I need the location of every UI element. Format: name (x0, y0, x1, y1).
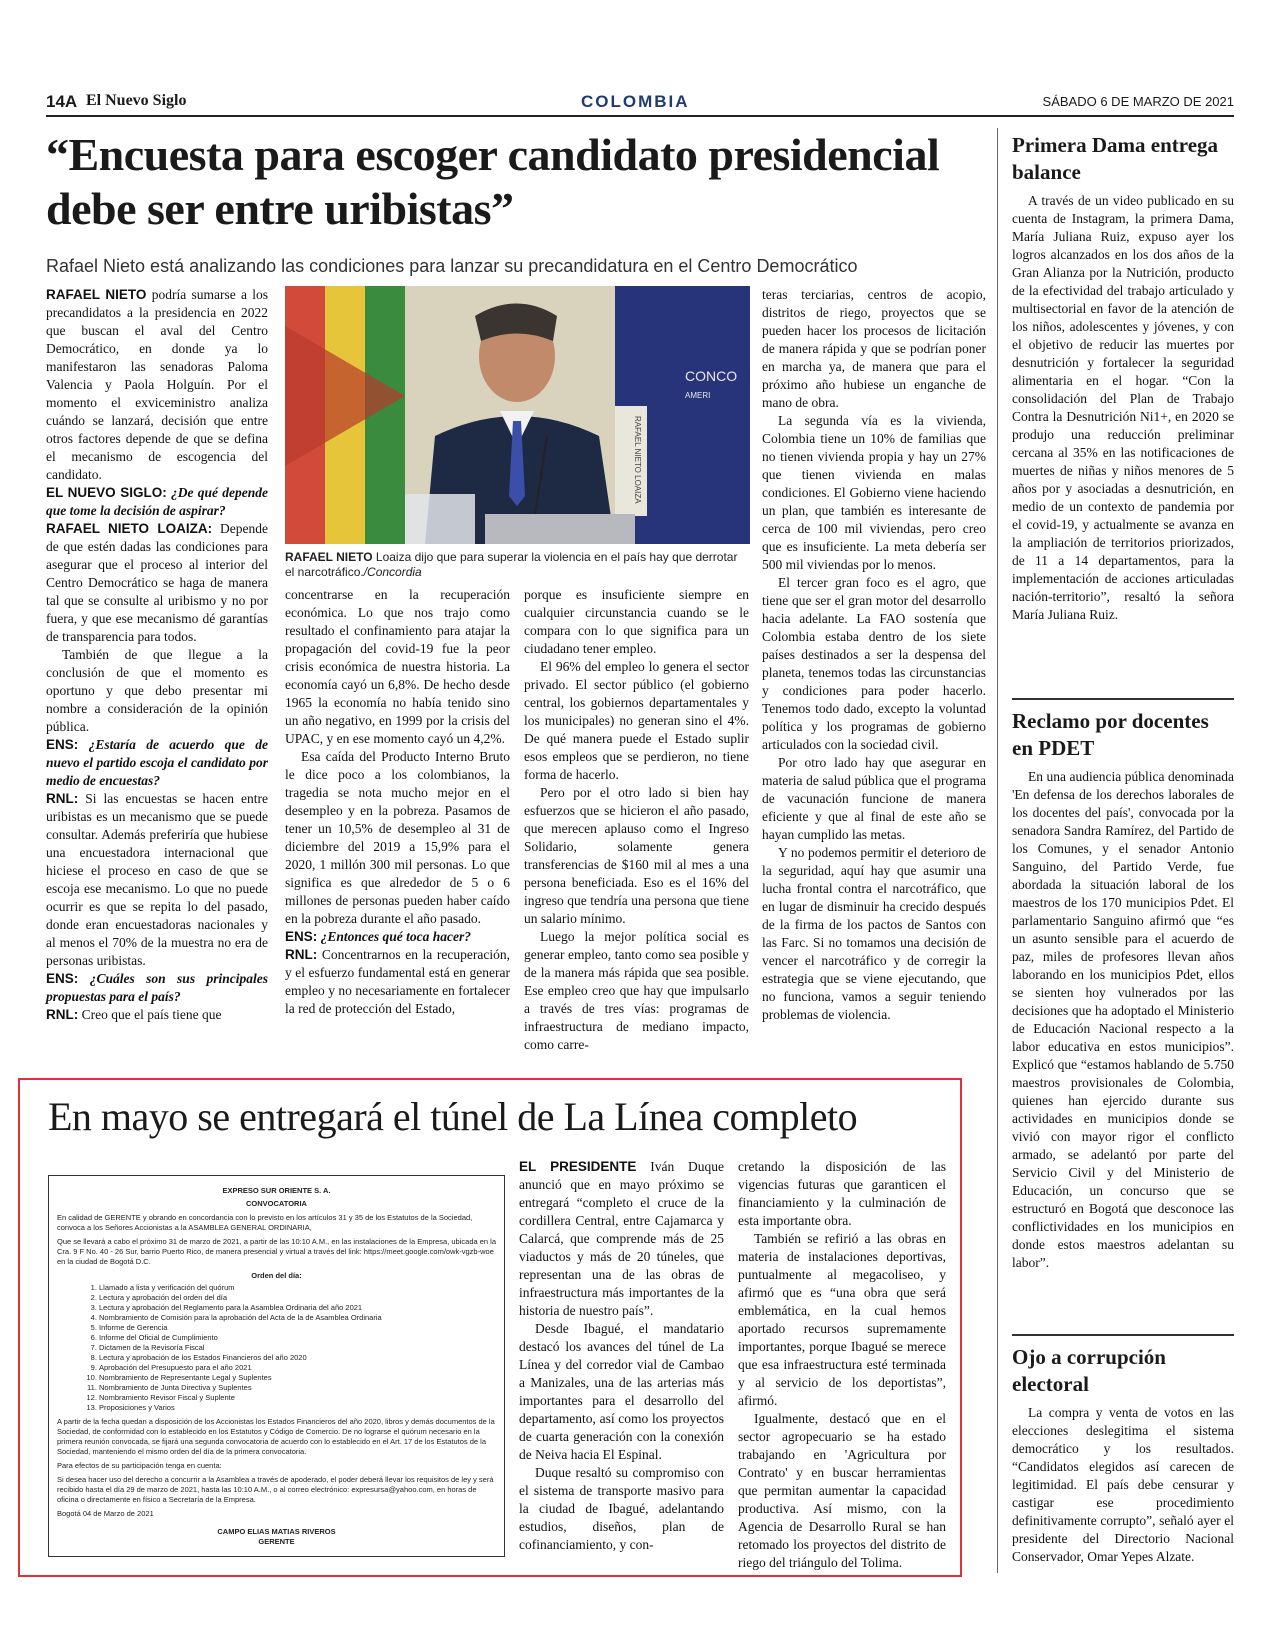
notice-when: Que se llevará a cabo el próximo 31 de marzo de 2021, a partir de las 10:10 A.M., en las instalaciones de la Empresa, ubicada en la Cra. 9 F No. 40 - 26 Sur, barrio Puerto Rico, de manera presencial y virtual a través del link: https://meet.google.com/owk-vgzb-woe en la ciudad de Bogotá D.C. (57, 1237, 497, 1266)
main-column-3 (524, 586, 749, 1072)
sidebar-title-1: Primera Dama entrega balance (1012, 133, 1219, 184)
notice-paragraph: Para efectos de su participación tenga en cuenta: (57, 1461, 222, 1470)
body-text: Pero por el otro lado si bien hay esfuerzos que se hicieron el año pasado, que merecen aplauso como el Ingreso Solidario, solamente genera transferencias de $160 mil al mes a una persona beneficiada. Eso es el 16% del ingreso que tendría una persona que tiene un salario mínimo. (524, 785, 749, 926)
body-text: concentrarse en la recuperación económica. Lo que nos trajo como resultado el confinamiento para atajar la propagación del covid-19 fue la peor crisis económica de nuestra historia. La economía cayó un 6,8%. De hecho desde 1965 la economía no había tenido sino un año negativo, en 1999 por la crisis del UPAC, y en ese momento cayó un 4,2%. (285, 587, 510, 746)
sidebar-text-2 (1012, 768, 1234, 1328)
page-header (46, 92, 1234, 114)
answer-text: Si las encuestas se hacen entre uribistas es un mecanismo que se puede consultar. Además preferiría que hubiese una encuestadora internacional que hiciese el proceso en caso de que se escoja ese mecanismo. Lo que no puede ocurrir es que se repita lo del pasado, donde eran encuestadoras nacionales y al menos el 70% de la muestra no era de personas uribistas. (46, 791, 268, 968)
interviewee-label: RAFAEL NIETO LOAIZA: (46, 521, 213, 536)
sidebar-divider (997, 128, 998, 1573)
caption-lead: RAFAEL NIETO (285, 550, 373, 564)
body-text: El 96% del empleo lo genera el sector privado. El sector público (el gobierno central, los gobiernos departamentales y los municipales) no generan sino el 4%. De qué manera puede el Estado suplir esos empleos que se perdieron, no tiene forma de hacerlo. (524, 659, 749, 782)
sidebar-text-1 (1012, 192, 1234, 692)
question-text: ¿De qué depende que tome la decisión de aspirar? (46, 485, 268, 518)
body-text: Iván Duque anunció que en mayo próximo se entregará “completo el cruce de la cordillera Central, entre Cajamarca y Calarcá, que comprende más de 25 viaductos y más de 20 túneles, que representan una de las obras de infraestructura más importantes de la historia de nuestro país”. (519, 1159, 724, 1318)
body-text: En una audiencia pública denominada 'En defensa de los derechos laborales de los docentes del país', convocada por la senadora Sandra Ramírez, del Partido de los Comunes, y el senador Antonio Sanguino, del Partido Verde, fue abordada la situación laboral de los maestros de los 170 municipios Pdet. El parlamentario Sanguino afirmó que “es un asunto sensible para el acuerdo de paz, miles de profesores llevan años laborando en los municipios Pdet, ellos se sienten hoy vulnerados por las decisiones que ha adoptado el Ministerio de Educación Nacional respecto a la labor educativa en estos municipios”. Explicó que “estamos hablando de 5.750 maestros provisionales de Colombia, quienes han ejercido durante sus actividades en municipios donde se vivió con mayor rigor el conflicto armado, se adelantó por parte del Servicio Civil y del Ministerio de Educación, un concurso que se estructuró en Bogotá que desconoce las conflictividades en los municipios en donde estos maestros adelantan su labor”. (1012, 769, 1234, 1270)
agenda-item: 7. Dictamen de la Revisoría Fiscal (99, 1343, 496, 1353)
agenda-item: 1. Llamado a lista y verificación del quórum (99, 1283, 496, 1293)
sidebar-title-3: Ojo a corrupción electoral (1012, 1345, 1166, 1396)
body-text: El tercer gran foco es el agro, que tiene que ser el gran motor del desarrollo hacia adelante. La FAO sostenía que Colombia estaba dentro de los siete países destinados a ser la despensa del planeta, tenemos todas las circunstancias y condiciones para poder hacerlo. Tenemos todo dado, excepto la voluntad política y los programas de gobierno articulados con la sociedad civil. (762, 575, 986, 752)
interviewee-label: RNL: (46, 1007, 79, 1022)
interviewee-label: RNL: (285, 947, 318, 962)
question-text: ¿Entonces qué toca hacer? (317, 929, 472, 944)
notice-agenda (99, 1283, 496, 1413)
main-headline: “Encuesta para escoger candidato presidencial debe ser entre uribistas” (46, 129, 940, 234)
body-text: La compra y venta de votos en las elecciones deslegitima el sistema democrático y los resultados. “Candidatos elegidos así carecen de legitimidad. El país debe censurar y castigar ese procedimiento definitivamente corrupto”, señaló ayer el presidente del Directorio Nacional Conservador, Omar Yepes Alzate. (1012, 1405, 1234, 1564)
body-text: Igualmente, destacó que en el sector agropecuario se ha estado trabajando en 'Agricultura por Contrato' y en buscar herramientas que permitan aumentar la capacidad productiva. Así mismo, con la Agencia de Desarrollo Rural se han retomado los proyectos del distrito de riego del triángulo del Tolima. (738, 1411, 946, 1570)
body-text: Desde Ibagué, el mandatario destacó los avances del túnel de La Línea y del corredor vial de Cambao a Manizales, una de las arterias más importantes para el desarrollo del departamento, así como los proyectos de cuarta generación con la conexión de Neiva hacia El Espinal. (519, 1321, 724, 1462)
backdrop-text-2: AMERI (685, 391, 711, 400)
story2-headline: En mayo se entregará el túnel de La Línea completo (48, 1094, 858, 1139)
photo-credit: /Concordia (363, 565, 422, 579)
interviewee-label: RNL: (46, 791, 79, 806)
body-text: También se refirió a las obras en materia de instalaciones deportivas, puntualmente al megacoliseo, y afirmó que es “una obra que será emblemática, en la cual hemos aportado recursos supremamente importantes, porque Ibagué se merece que esa infraestructura esté terminada y al servicio de los deportistas”, afirmó. (738, 1231, 946, 1408)
notice-signer: CAMPO ELIAS MATIAS RIVEROS (217, 1527, 336, 1536)
agenda-item: 11. Nombramiento de Junta Directiva y Suplentes (99, 1383, 496, 1393)
body-text: teras terciarias, centros de acopio, distritos de riego, proyectos que se pueden hacer los procesos de licitación de manera rápida y que se podrían poner en marcha ya, de manera que para el próximo año hubiese un enganche de mano de obra. (762, 287, 986, 410)
body-text: cretando la disposición de las vigencias futuras que garanticen el financiamiento y la culminación de esta importante obra. (738, 1159, 946, 1228)
body-text: Luego la mejor política social es generar empleo, tanto como sea posible y de la manera más rápida que sea posible. Ese empleo creo que hay que impulsarlo a través de tres vías: programas de infraestructura de mediano impacto, como carre- (524, 929, 749, 1052)
backdrop-text: CONCO (685, 368, 738, 384)
sidebar-rule (1012, 698, 1234, 700)
question-text: ¿Cuáles son sus principales propuestas para el país? (46, 971, 268, 1004)
body-text: porque es insuficiente siempre en cualquier circunstancia cuando se le compara con lo que significa para un ciudadano tener empleo. (524, 587, 749, 656)
body-text: Y no podemos permitir el deterioro de la seguridad, aquí hay que asumir una lucha frontal contra el narcotráfico, que en lugar de disminuir ha crecido después de la firma de los pactos de Santos con las Farc. Si no tomamos una decisión de vencer el narcotráfico y de corregir la estrategia que se viene ejecutando, que no funciona, vamos a seguir teniendo problemas de violencia. (762, 845, 986, 1022)
notice-company: EXPRESO SUR ORIENTE S. A. (222, 1186, 331, 1195)
notice-paragraph: A partir de la fecha quedan a disposición de los Accionistas los Estados Financieros del año 2020, libros y demás documentos de la Sociedad, de conformidad con lo establecido en los Estatutos y Código de Comercio. De no lograrse el quórum necesario en la primera reunión convocada, se fijará una segunda convocatoria de acuerdo con lo establecido en el Art. 17 de los Estatutos de la Sociedad, manteniendo el mismo orden del día de la primera convocatoria. (57, 1417, 495, 1456)
agenda-item: 12. Nombramiento Revisor Fiscal y Suplente (99, 1393, 496, 1403)
lead-name: RAFAEL NIETO (46, 287, 147, 302)
main-deck: Rafael Nieto está analizando las condiciones para lanzar su precandidatura en el Centro Democrático (46, 256, 858, 276)
body-text: Duque resaltó su compromiso con el sistema de transporte masivo para la ciudad de Ibagué, adelantando estudios, diseños, plan de cofinanciamiento, y con- (519, 1465, 724, 1552)
question-text: ¿Estaría de acuerdo que de nuevo el partido escoja el candidato por medio de encuestas? (46, 737, 268, 788)
notice-intro: En calidad de GERENTE y obrando en concordancia con lo previsto en los artículos 31 y 35 de los Estatutos de la Sociedad, convoca a los Señores Accionistas a la ASAMBLEA GENERAL ORDINARIA, (57, 1213, 473, 1232)
agenda-item: 10. Nombramiento de Representante Legal y Suplentes (99, 1373, 496, 1383)
body-text: La segunda vía es la vivienda, Colombia tiene un 10% de familias que no tienen vivienda propia y hay un 27% que tienen vivienda en malas condiciones. El Gobierno viene haciendo un plan, que también es interesante de cerca de 100 mil viviendas, pero creo que es insuficiente. La meta debería ser 500 mil viviendas por lo menos. (762, 413, 986, 572)
body-text: podría sumarse a los precandidatos a la presidencia en 2022 que buscan el aval del Centro Democrático, en donde ya lo manifestaron las senadoras Paloma Valencia y Paola Holguín. Por el momento el exviceministro analiza cuándo se lanzará, decisión que entre otros factores depende de que se defina el mecanismo de escogencia del candidato. (46, 287, 268, 482)
issue-date: SÁBADO 6 DE MARZO DE 2021 (1042, 94, 1234, 109)
notice-paragraph: Si desea hacer uso del derecho a concurrir a la Asamblea a través de apoderado, el poder deberá llevar los requisitos de ley y será recibido hasta el día 29 de marzo de 2021, hasta las 10:10 A.M., o al correo electrónico: expresursa@yahoo.com, en horas de oficina o directamente en físico a Secretaría de la Empresa. (57, 1475, 494, 1504)
sidebar-title-2: Reclamo por docentes en PDET (1012, 709, 1209, 760)
main-column-2 (285, 586, 510, 1072)
agenda-item: 2. Lectura y aprobación del orden del día (99, 1293, 496, 1303)
agenda-item: 3. Lectura y aprobación del Reglamento para la Asamblea Ordinaria del año 2021 (99, 1303, 496, 1313)
notice-agenda-title: Orden del día: (251, 1271, 302, 1280)
body-text: A través de un video publicado en su cuenta de Instagram, la primera Dama, María Juliana Ruiz, expuso ayer los logros alcanzados en los dos años de la Gran Alianza por la Nutrición, producto de la efectividad del trabajo articulado y multisectorial en favor de la atención de los niños, adolescentes y jóvenes, y con el objetivo de reducir las muertes por desnutrición y fortalecer la seguridad alimentaria en el hogar. “Con la consolidación del Plan de Trabajo Contra la Desnutrición Ni1+, en 2020 se produjo una reducción preliminar cercana al 35% en las notificaciones de muertes de niñas y niños menores de 5 años por y asociadas a desnutrición, en medio de un contexto de pandemia por el covid-19, y actualmente se avanza en la ampliación de territorios priorizados, de 11 a 14 departamentos, para la implementación de acciones articuladas nación-territorio”, resaltó la señora María Juliana Ruiz. (1012, 193, 1234, 622)
answer-text: Creo que el país tiene que (78, 1007, 222, 1022)
main-column-4 (762, 286, 986, 1072)
photo-caption (285, 550, 750, 580)
notice-kind: CONVOCATORIA (246, 1199, 307, 1208)
answer-text: Depende de que estén dadas las condiciones para asegurar que el proceso al interior del Centro Democrático se haga de manera tal que se consulte al uribismo y no por fuera, y que ese mecanismo dé garantías de transparencia para todos. (46, 521, 268, 644)
story2-column-1 (519, 1158, 724, 1558)
section-name: COLOMBIA (581, 92, 690, 111)
photo-illustration (285, 286, 750, 544)
interviewer-label: ENS: (46, 971, 79, 986)
legal-notice (48, 1175, 505, 1557)
notice-place-date: Bogotá 04 de Marzo de 2021 (57, 1509, 154, 1518)
body-text: Esa caída del Producto Interno Bruto le dice poco a los colombianos, la tragedia se nota mucho mejor en el desempleo y en la pobreza. Pasamos de tener un 10,5% de desempleo al 31 de diciembre del 2019 a 15,9% para el 2020, 1 millón 300 mil personas. Lo que significa es que alrededor de 5 o 6 millones de personas pueden haber caído en la pobreza durante el año pasado. (285, 749, 510, 926)
main-photo (285, 286, 750, 544)
interviewer-label: EL NUEVO SIGLO: (46, 485, 167, 500)
story2-column-2 (738, 1158, 946, 1570)
book-spine-text: RAFAEL NIETO LOAIZA (633, 416, 642, 504)
agenda-item: 5. Informe de Gerencia (99, 1323, 496, 1333)
sidebar-text-3 (1012, 1404, 1234, 1564)
caption-text: Loaiza dijo que para superar la violencia en el país hay que derrotar el narcotráfico. (285, 550, 738, 579)
agenda-item: 4. Nombramiento de Comisión para la aprobación del Acta de la de Asamblea Ordinaria (99, 1313, 496, 1323)
main-column-1 (46, 286, 268, 1072)
agenda-item: 6. Informe del Oficial de Cumplimiento (99, 1333, 496, 1343)
interviewer-label: ENS: (46, 737, 79, 752)
agenda-item: 13. Proposiciones y Varios (99, 1403, 496, 1413)
newspaper-name: El Nuevo Siglo (86, 92, 187, 109)
header-rule (46, 115, 1234, 117)
sidebar (1012, 132, 1234, 1564)
lead-name: EL PRESIDENTE (519, 1159, 637, 1174)
agenda-item: 9. Aprobación del Presupuesto para el año 2021 (99, 1363, 496, 1373)
interviewer-label: ENS: (285, 929, 318, 944)
answer-text: También de que llegue a la conclusión de que el momento es oportuno y que debo presentar mi nombre a consideración de la opinión pública. (46, 647, 268, 734)
page-number: 14A (46, 92, 78, 111)
notice-signer-role: GERENTE (258, 1537, 295, 1546)
body-text: Por otro lado hay que asegurar en materia de salud pública que el programa de vacunación funcione de manera eficiente y que al final de este año se hayan cumplido las metas. (762, 755, 986, 842)
agenda-item: 8. Lectura y aprobación de los Estados Financieros del año 2020 (99, 1353, 496, 1363)
sidebar-rule (1012, 1334, 1234, 1336)
answer-text: Concentrarnos en la recuperación, y el esfuerzo fundamental está en generar empleo y no necesariamente en fortalecer la red de protección del Estado, (285, 947, 510, 1016)
